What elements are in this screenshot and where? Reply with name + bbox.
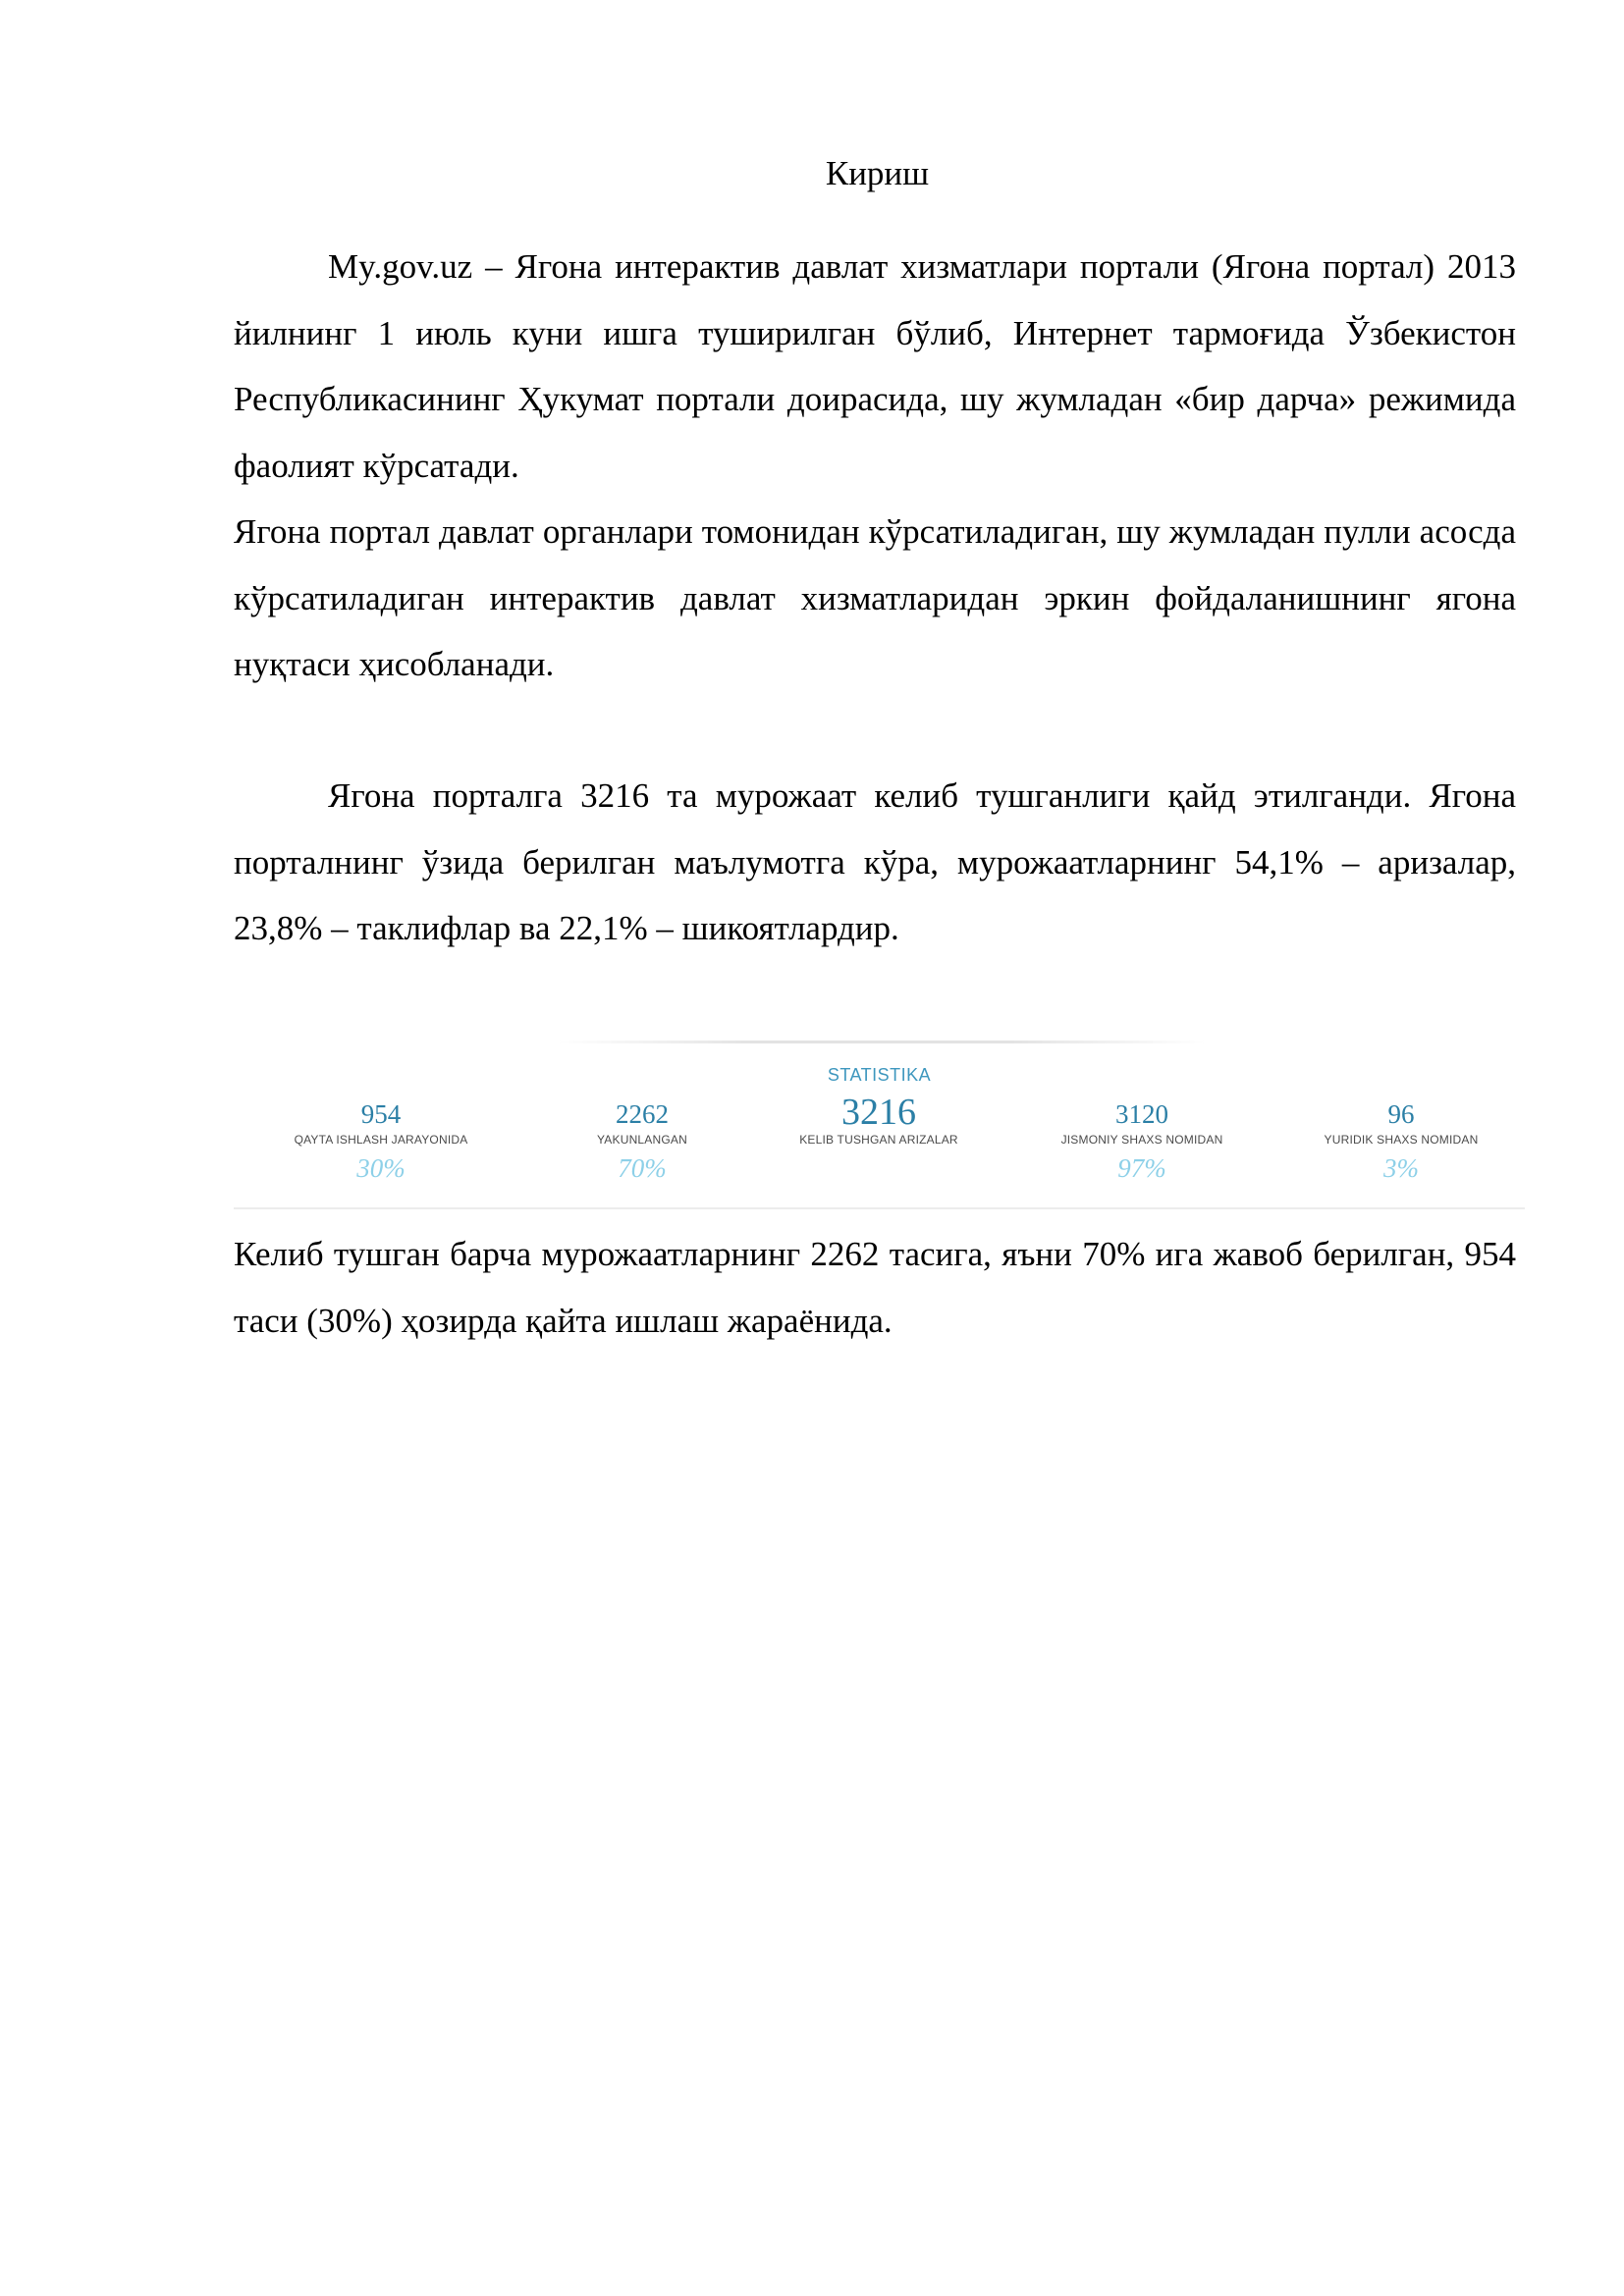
stat-percent: 3% (1383, 1153, 1419, 1183)
stat-label: KELIB TUSHGAN ARIZALAR (799, 1133, 958, 1147)
stat-legal-entities (1283, 1097, 1519, 1185)
stat-completed (524, 1097, 760, 1185)
statistics-heading: STATISTIKA (827, 1065, 932, 1085)
intro-text (234, 234, 1516, 698)
stat-value: 3216 (841, 1092, 916, 1133)
paragraph-portal-purpose: Ягона портал давлат органлари томонидан кўрсатиладиган, шу жумладан пулли асосда кўрсатиладиган интерактив давлат хизматларидан эркин фойдаланишнинг ягона нуқтаси ҳисобланади. (234, 512, 1516, 683)
stat-total-received (761, 1092, 997, 1148)
statistics-top-divider (558, 1041, 1206, 1043)
paragraph-appeals-count: Ягона порталга 3216 та мурожаат келиб тушганлиги қайд этилганди. Ягона порталнинг ўзида берилган маълумотга кўра, мурожаатларнинг 54,1% – аризалар, 23,8% – таклифлар ва 22,1% – шикоятлардир. (234, 776, 1516, 947)
stat-in-processing (263, 1097, 499, 1185)
statistics-widget (234, 1033, 1525, 1209)
stat-label: QAYTA ISHLASH JARAYONIDA (294, 1133, 468, 1147)
stat-value: 2262 (616, 1099, 669, 1129)
appeals-text (234, 763, 1516, 962)
page-title: Кириш (825, 154, 930, 192)
stat-percent: 70% (618, 1153, 667, 1183)
paragraph-portal-intro: My.gov.uz – Ягона интерактив давлат хизматлари портали (Ягона портал) 2013 йилнинг 1 июль куни ишга туширилган бўлиб, Интернет тармоғида Ўзбекистон Республикасининг Ҳукумат портали доирасида, шу жумладан «бир дарча» режимида фаолият кўрсатади. (234, 247, 1516, 485)
stat-value: 3120 (1115, 1099, 1168, 1129)
stat-percent: 97% (1117, 1153, 1166, 1183)
statistics-bottom-divider (234, 1207, 1525, 1209)
stat-value: 954 (360, 1099, 402, 1129)
stat-label: YURIDIK SHAXS NOMIDAN (1324, 1133, 1479, 1147)
stat-individuals (1024, 1097, 1260, 1185)
stat-label: YAKUNLANGAN (596, 1133, 687, 1147)
paragraph-answered: Келиб тушган барча мурожаатларнинг 2262 тасига, яъни 70% ига жавоб берилган, 954 таси (30%) ҳозирда қайта ишлаш жараёнида. (234, 1235, 1516, 1340)
stat-value: 96 (1387, 1099, 1415, 1129)
stat-label: JISMONIY SHAXS NOMIDAN (1060, 1133, 1223, 1147)
stat-percent: 30% (356, 1153, 406, 1183)
answers-text (234, 1221, 1516, 1354)
